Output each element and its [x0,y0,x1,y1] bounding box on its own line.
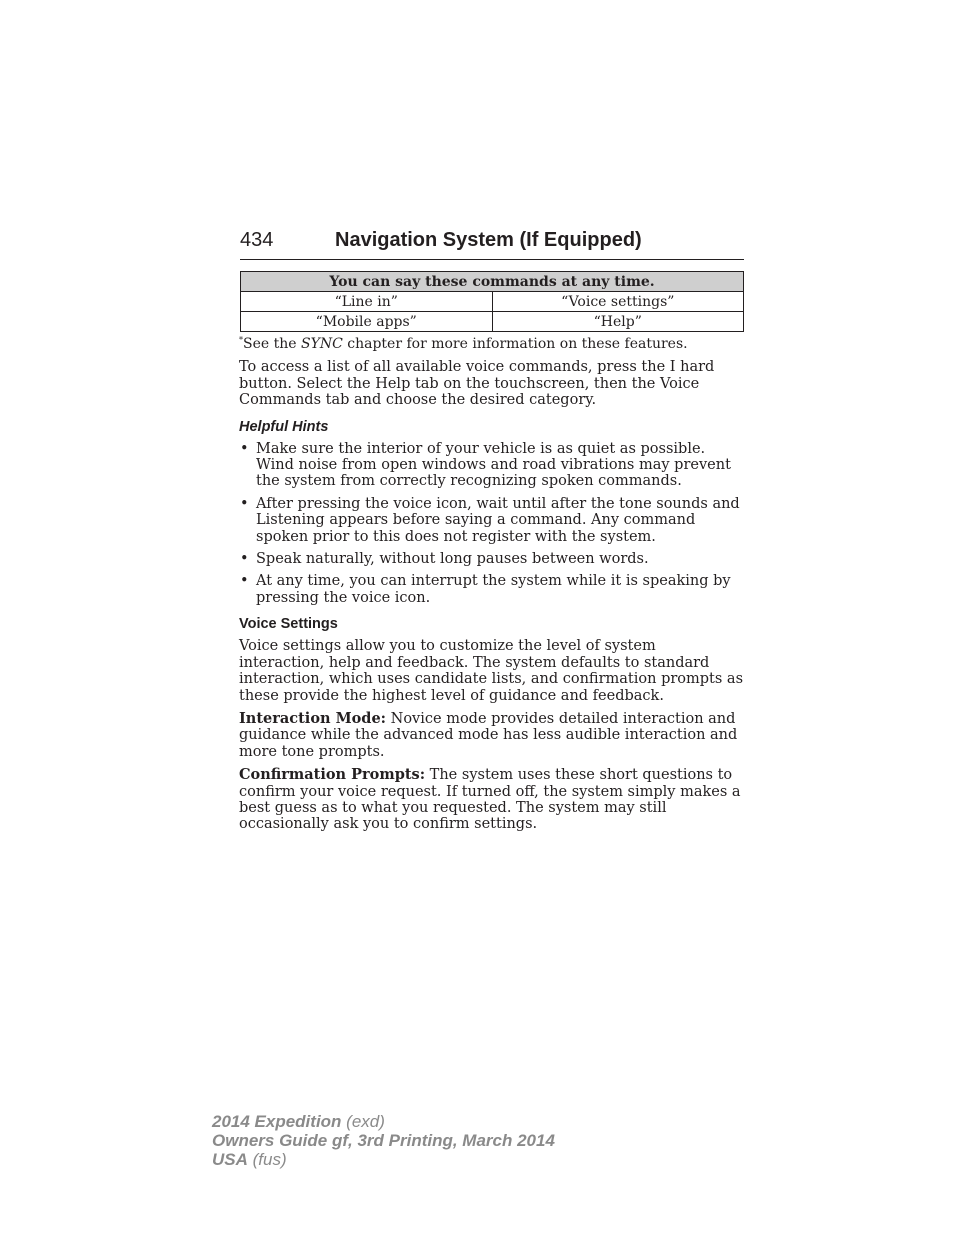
footnote-marker: * [239,335,243,345]
table-cell: “Voice settings” [492,292,744,312]
table-cell: “Line in” [241,292,493,312]
helpful-hints-heading: Helpful Hints [239,418,329,435]
footer-market: USA [212,1150,248,1169]
bullet-icon: • [240,495,249,512]
list-item-text: Speak naturally, without long pauses between words. [256,551,649,568]
page-body [239,336,745,840]
table-cell: “Mobile apps” [241,312,493,332]
footnote-text-after: chapter for more information on these features. [342,336,688,352]
page-title: Navigation System (If Equipped) [335,229,642,251]
list-item [239,441,745,490]
footer-model: 2014 Expedition [212,1112,342,1131]
list-item-text: Make sure the interior of your vehicle is as quiet as possible. Wind noise from open windows and road vibrations may prevent the system from correctly recognizing spoken commands. [256,440,731,490]
list-item [239,496,745,545]
interaction-mode-text: Novice mode provides detailed interaction and guidance while the advanced mode has less audible interaction and more tone prompts. [239,710,738,760]
footnote-text-before: See the [243,336,301,352]
page-footer [212,1112,555,1169]
interaction-mode-paragraph [239,711,745,760]
footnote-emphasis: SYNC [301,336,343,352]
footer-line-printing: Owners Guide gf, 3rd Printing, March 2014 [212,1131,555,1150]
interaction-mode-term: Interaction Mode: [239,709,387,727]
table-cell: “Help” [492,312,744,332]
list-item [239,551,745,567]
bullet-icon: • [240,440,249,457]
table-row [241,292,744,312]
confirmation-prompts-text: The system uses these short questions to confirm your voice request. If turned off, the system simply makes a best guess as to what you requested. The system may still occasionally ask you to confirm settings. [239,767,741,833]
table-heading: You can say these commands at any time. [241,272,744,292]
confirmation-prompts-paragraph [239,767,745,833]
bullet-icon: • [240,573,249,590]
footer-line-model [212,1112,555,1131]
list-item-text: After pressing the voice icon, wait until after the tone sounds and Listening appears before saying a command. Any command spoken prior to this does not register with the system. [256,495,740,545]
bullet-icon: • [240,551,249,568]
page-number: 434 [240,229,274,251]
voice-settings-paragraph: Voice settings allow you to customize the level of system interaction, help and feedback. The system defaults to standard interaction, which uses candidate lists, and confirmation prompts as these provide the highest level of guidance and feedback. [239,638,744,704]
voice-commands-table [240,271,744,332]
list-item-text: At any time, you can interrupt the system while it is speaking by pressing the voice icon. [256,573,731,606]
helpful-hints-list [239,441,745,607]
footer-line-market [212,1150,555,1169]
confirmation-prompts-term: Confirmation Prompts: [239,766,426,784]
page-header [240,229,744,260]
list-item [239,573,745,606]
intro-paragraph: To access a list of all available voice commands, press the I hard button. Select the Help tab on the touchscreen, then the Voice Commands tab and choose the desired category. [239,359,715,409]
footer-model-code: (exd) [341,1112,385,1131]
table-row [241,312,744,332]
table-footnote [239,336,745,352]
voice-settings-heading: Voice Settings [239,616,338,633]
table-header-row [241,272,744,292]
footer-market-code: (fus) [247,1150,287,1169]
